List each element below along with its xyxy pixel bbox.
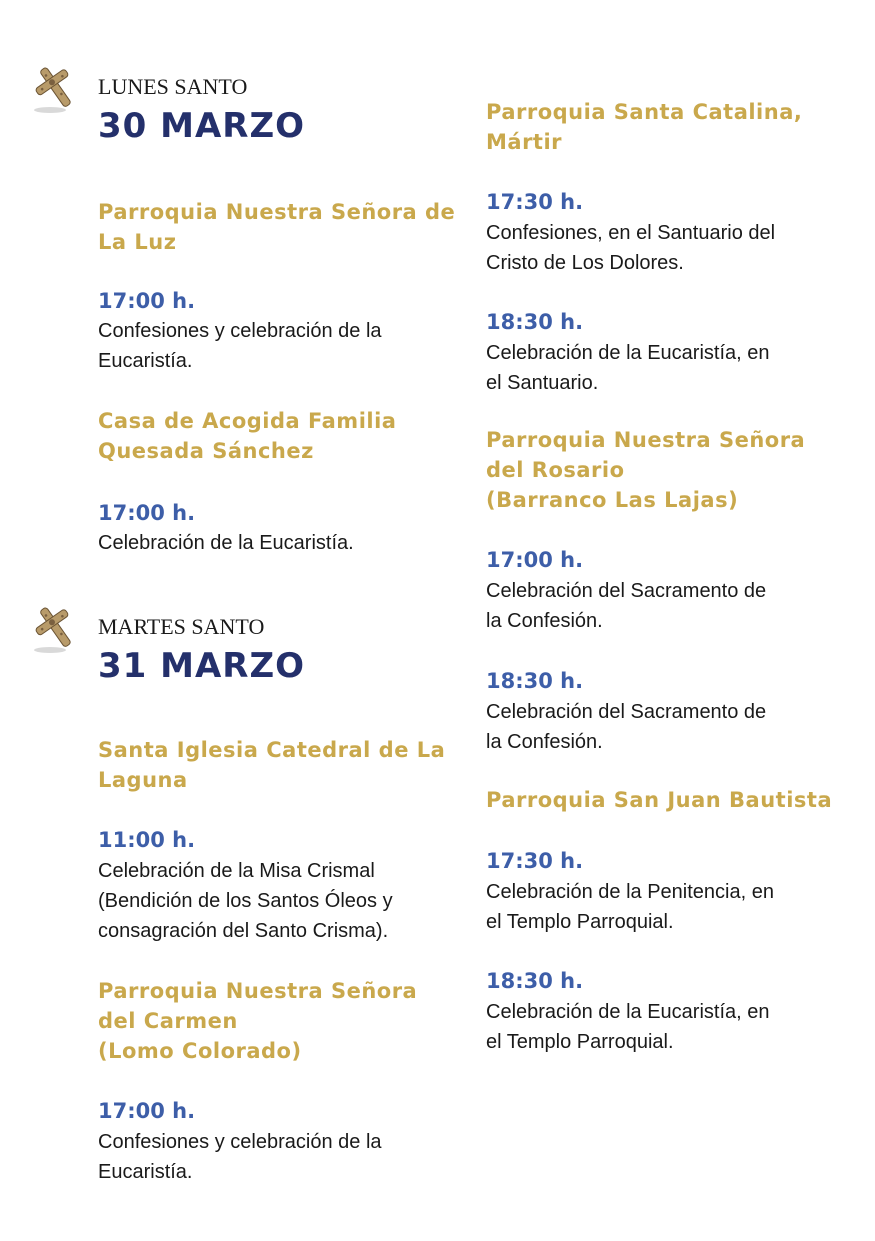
cross-icon — [28, 62, 84, 118]
event-time: 17:00 h. — [98, 289, 196, 313]
event-time: 17:30 h. — [486, 190, 584, 214]
venue-title: Parroquia Nuestra Señora del Carmen (Lomo Colorado) — [98, 979, 418, 1063]
event-time: 17:00 h. — [98, 1099, 196, 1123]
cross-icon — [28, 602, 84, 658]
event-time: 18:30 h. — [486, 969, 584, 993]
event-time: 17:30 h. — [486, 849, 584, 873]
event-description: Confesiones y celebración de la Eucaristía. — [98, 1131, 382, 1183]
event-description: Celebración de la Misa Crismal (Bendición de los Santos Óleos y consagración del Santo Crisma). — [98, 860, 393, 942]
event-description: Celebración del Sacramento de la Confesión. — [486, 580, 767, 632]
day-name: MARTES SANTO — [98, 614, 265, 639]
venue-title: Santa Iglesia Catedral de La Laguna — [98, 738, 446, 792]
event-time: 17:00 h. — [486, 548, 584, 572]
event-time: 18:30 h. — [486, 310, 584, 334]
venue-title: Parroquia Nuestra Señora del Rosario (Barranco Las Lajas) — [486, 428, 806, 512]
event-time: 18:30 h. — [486, 669, 584, 693]
venue-title: Parroquia Nuestra Señora de La Luz — [98, 200, 456, 254]
event-description: Celebración de la Eucaristía. — [98, 532, 354, 554]
event-description: Celebración del Sacramento de la Confesión. — [486, 701, 767, 753]
event-time: 17:00 h. — [98, 501, 196, 525]
day-name: LUNES SANTO — [98, 74, 248, 99]
event-description: Confesiones y celebración de la Eucaristía. — [98, 320, 382, 372]
day-header-lunes-santo — [98, 74, 458, 146]
event-description: Celebración de la Eucaristía, en el Templo Parroquial. — [486, 1001, 770, 1053]
event-description: Celebración de la Penitencia, en el Templo Parroquial. — [486, 881, 774, 933]
day-header-martes-santo — [98, 614, 458, 686]
day-date: 31 MARZO — [98, 646, 306, 686]
event-description: Celebración de la Eucaristía, en el Santuario. — [486, 342, 770, 394]
day-date: 30 MARZO — [98, 106, 306, 146]
venue-title: Casa de Acogida Familia Quesada Sánchez — [98, 409, 397, 463]
venue-title: Parroquia San Juan Bautista — [486, 788, 833, 812]
event-description: Confesiones, en el Santuario del Cristo de Los Dolores. — [486, 222, 776, 274]
event-time: 11:00 h. — [98, 828, 196, 852]
venue-title: Parroquia Santa Catalina, Mártir — [486, 100, 803, 154]
